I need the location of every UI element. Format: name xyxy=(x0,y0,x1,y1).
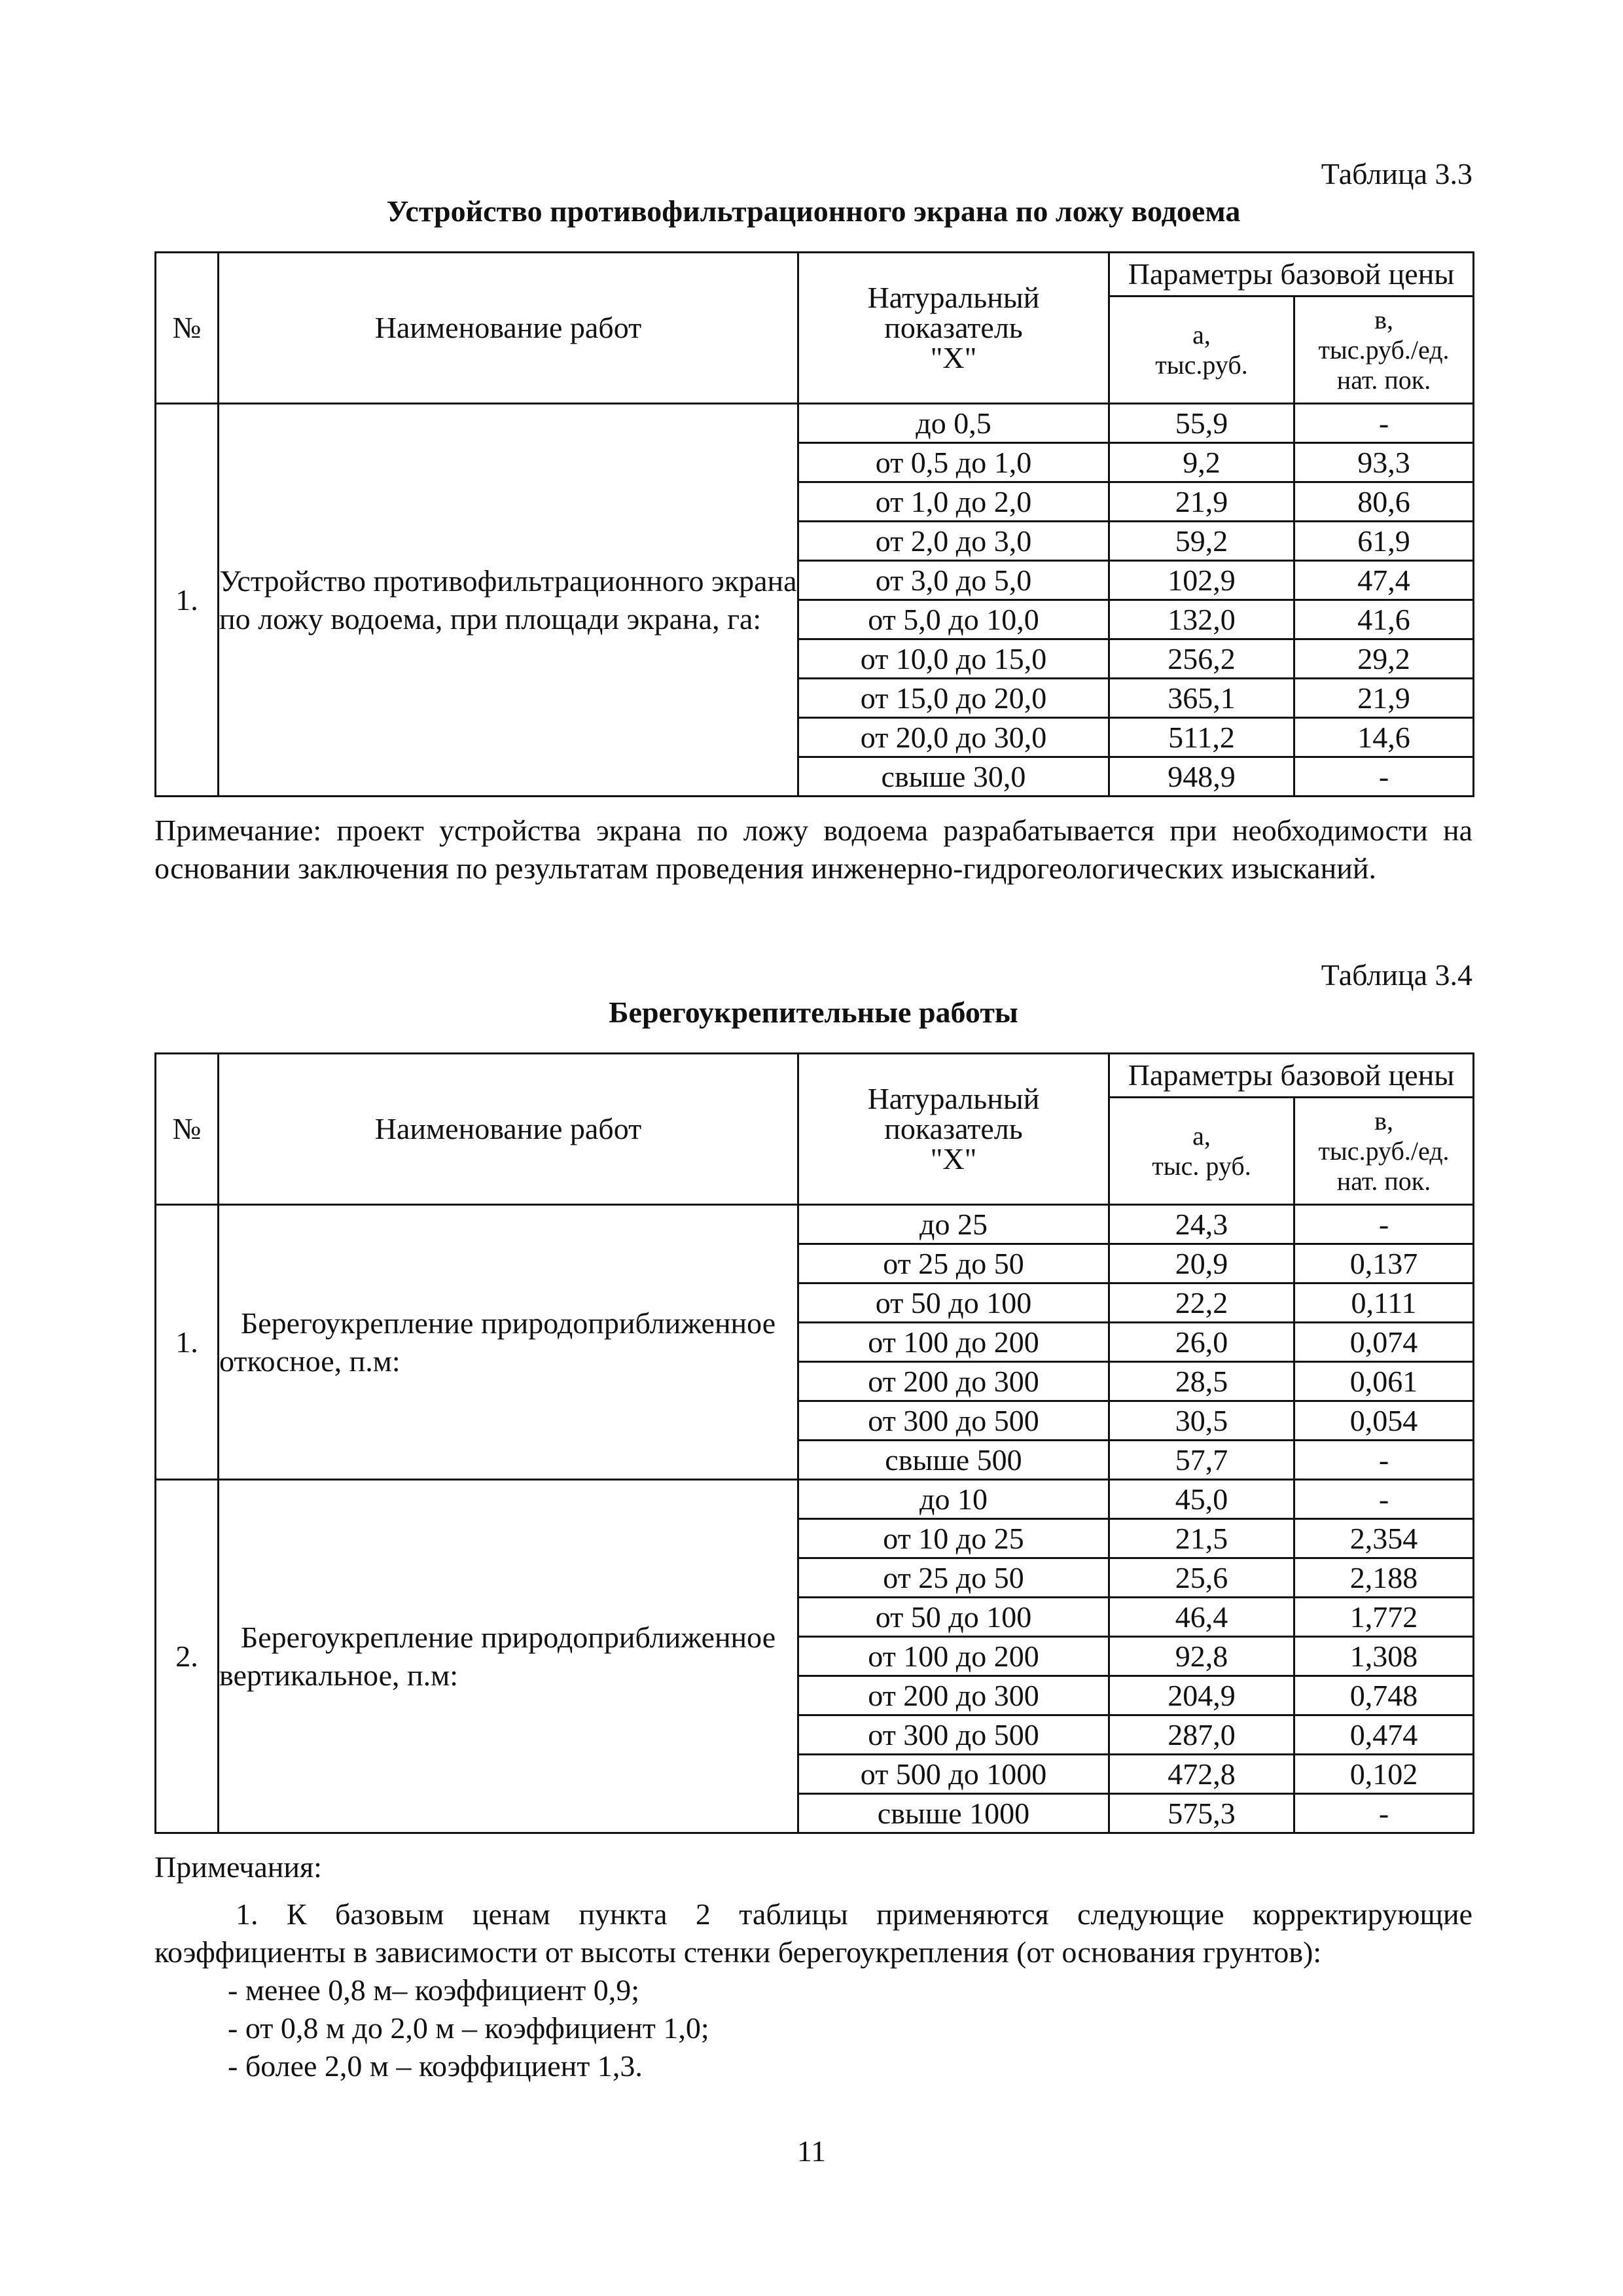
price-b-cell: - xyxy=(1294,1480,1474,1519)
price-b-cell: 0,061 xyxy=(1294,1362,1474,1401)
indicator-cell: от 3,0 до 5,0 xyxy=(798,561,1109,600)
price-a-cell: 511,2 xyxy=(1109,718,1294,757)
price-a-cell: 30,5 xyxy=(1109,1401,1294,1441)
coefficient-item: - более 2,0 м – коэффициент 1,3. xyxy=(228,2049,643,2083)
indicator-cell: от 10 до 25 xyxy=(798,1519,1109,1558)
header-number: № xyxy=(156,1054,219,1205)
indicator-cell: от 100 до 200 xyxy=(798,1637,1109,1676)
price-b-cell: 2,354 xyxy=(1294,1519,1474,1558)
price-b-cell: 0,074 xyxy=(1294,1323,1474,1362)
coefficient-item: - от 0,8 м до 2,0 м – коэффициент 1,0; xyxy=(228,2011,709,2045)
indicator-cell: от 1,0 до 2,0 xyxy=(798,482,1109,522)
table-row xyxy=(156,404,1474,443)
header-b: в, тыс.руб./ед. нат. пок. xyxy=(1294,1098,1474,1205)
table-3-3-section xyxy=(154,156,1472,888)
row-number: 2. xyxy=(156,1480,219,1833)
table-3-4-section xyxy=(154,957,1472,2085)
price-a-cell: 45,0 xyxy=(1109,1480,1294,1519)
price-a-cell: 575,3 xyxy=(1109,1794,1294,1833)
indicator-cell: от 25 до 50 xyxy=(798,1244,1109,1283)
indicator-cell: свыше 30,0 xyxy=(798,757,1109,797)
header-name: Наименование работ xyxy=(219,253,798,404)
price-b-cell: 0,474 xyxy=(1294,1715,1474,1755)
price-b-cell: - xyxy=(1294,1794,1474,1833)
price-b-cell: 1,308 xyxy=(1294,1637,1474,1676)
indicator-cell: от 5,0 до 10,0 xyxy=(798,600,1109,639)
price-b-cell: 61,9 xyxy=(1294,522,1474,561)
indicator-cell: от 200 до 300 xyxy=(798,1362,1109,1401)
price-a-cell: 287,0 xyxy=(1109,1715,1294,1755)
price-b-cell: 21,9 xyxy=(1294,679,1474,718)
notes-heading: Примечания: xyxy=(154,1850,322,1884)
price-a-cell: 948,9 xyxy=(1109,757,1294,797)
price-a-cell: 20,9 xyxy=(1109,1244,1294,1283)
coefficient-item: - менее 0,8 м– коэффициент 0,9; xyxy=(228,1973,640,2007)
indicator-cell: от 15,0 до 20,0 xyxy=(798,679,1109,718)
table-header-row xyxy=(156,1054,1474,1098)
price-a-cell: 57,7 xyxy=(1109,1441,1294,1480)
price-b-cell: 47,4 xyxy=(1294,561,1474,600)
price-a-cell: 55,9 xyxy=(1109,404,1294,443)
price-table xyxy=(154,1052,1474,1834)
price-a-cell: 102,9 xyxy=(1109,561,1294,600)
price-a-cell: 25,6 xyxy=(1109,1558,1294,1598)
header-b: в, тыс.руб./ед. нат. пок. xyxy=(1294,296,1474,404)
indicator-cell: от 2,0 до 3,0 xyxy=(798,522,1109,561)
price-a-cell: 24,3 xyxy=(1109,1205,1294,1244)
indicator-cell: от 20,0 до 30,0 xyxy=(798,718,1109,757)
table-label: Таблица 3.4 xyxy=(1321,958,1472,992)
indicator-cell: от 50 до 100 xyxy=(798,1283,1109,1323)
header-number: № xyxy=(156,253,219,404)
indicator-cell: от 0,5 до 1,0 xyxy=(798,443,1109,482)
note-1: 1. К базовым ценам пункта 2 таблицы применяются следующие корректирующие коэффициенты в зависимости от высоты стенки берегоукрепления (от основания грунтов): xyxy=(154,1897,1472,1969)
indicator-cell: от 50 до 100 xyxy=(798,1598,1109,1637)
header-indicator: Натуральный показатель "X" xyxy=(798,253,1109,404)
price-a-cell: 28,5 xyxy=(1109,1362,1294,1401)
indicator-cell: от 300 до 500 xyxy=(798,1401,1109,1441)
price-b-cell: - xyxy=(1294,404,1474,443)
price-a-cell: 204,9 xyxy=(1109,1676,1294,1715)
price-b-cell: 14,6 xyxy=(1294,718,1474,757)
price-b-cell: 41,6 xyxy=(1294,600,1474,639)
table-title: Устройство противофильтрационного экрана по ложу водоема xyxy=(386,194,1241,228)
table-header-row xyxy=(156,253,1474,296)
price-b-cell: 80,6 xyxy=(1294,482,1474,522)
indicator-cell: свыше 500 xyxy=(798,1441,1109,1480)
table-note: Примечание: проект устройства экрана по ложу водоема разрабатывается при необходимости на основании заключения по результатам проведения инженерно-гидрогеологических изысканий. xyxy=(154,814,1472,885)
header-a: а, тыс. руб. xyxy=(1109,1098,1294,1205)
price-b-cell: 0,054 xyxy=(1294,1401,1474,1441)
indicator-cell: до 10 xyxy=(798,1480,1109,1519)
row-number: 1. xyxy=(156,404,219,797)
price-a-cell: 59,2 xyxy=(1109,522,1294,561)
price-b-cell: 93,3 xyxy=(1294,443,1474,482)
price-b-cell: - xyxy=(1294,757,1474,797)
indicator-cell: до 0,5 xyxy=(798,404,1109,443)
price-b-cell: 0,102 xyxy=(1294,1755,1474,1794)
indicator-cell: от 300 до 500 xyxy=(798,1715,1109,1755)
page-number: 11 xyxy=(796,2134,827,2168)
price-b-cell: 1,772 xyxy=(1294,1598,1474,1637)
price-a-cell: 22,2 xyxy=(1109,1283,1294,1323)
table-title: Берегоукрепительные работы xyxy=(609,996,1018,1029)
price-a-cell: 92,8 xyxy=(1109,1637,1294,1676)
table-row xyxy=(156,1480,1474,1519)
price-a-cell: 46,4 xyxy=(1109,1598,1294,1637)
price-b-cell: - xyxy=(1294,1441,1474,1480)
price-b-cell: 2,188 xyxy=(1294,1558,1474,1598)
indicator-cell: от 200 до 300 xyxy=(798,1676,1109,1715)
price-a-cell: 132,0 xyxy=(1109,600,1294,639)
work-name: Берегоукрепление природоприближенное откосное, п.м: xyxy=(219,1205,798,1480)
price-table xyxy=(154,251,1474,797)
price-b-cell: 29,2 xyxy=(1294,639,1474,679)
indicator-cell: от 500 до 1000 xyxy=(798,1755,1109,1794)
price-a-cell: 21,9 xyxy=(1109,482,1294,522)
price-a-cell: 9,2 xyxy=(1109,443,1294,482)
header-a: а, тыс.руб. xyxy=(1109,296,1294,404)
indicator-cell: от 10,0 до 15,0 xyxy=(798,639,1109,679)
indicator-cell: свыше 1000 xyxy=(798,1794,1109,1833)
header-name: Наименование работ xyxy=(219,1054,798,1205)
price-b-cell: 0,748 xyxy=(1294,1676,1474,1715)
price-b-cell: 0,111 xyxy=(1294,1283,1474,1323)
table-label: Таблица 3.3 xyxy=(1321,157,1472,190)
table-row xyxy=(156,1205,1474,1244)
price-a-cell: 26,0 xyxy=(1109,1323,1294,1362)
price-b-cell: 0,137 xyxy=(1294,1244,1474,1283)
price-a-cell: 472,8 xyxy=(1109,1755,1294,1794)
indicator-cell: до 25 xyxy=(798,1205,1109,1244)
work-name: Устройство противофильтрационного экрана по ложу водоема, при площади экрана, га: xyxy=(219,404,798,797)
coefficient-list xyxy=(154,1971,1472,2085)
work-name: Берегоукрепление природоприближенное вертикальное, п.м: xyxy=(219,1480,798,1833)
price-a-cell: 365,1 xyxy=(1109,679,1294,718)
price-a-cell: 256,2 xyxy=(1109,639,1294,679)
indicator-cell: от 25 до 50 xyxy=(798,1558,1109,1598)
header-base-price-params: Параметры базовой цены xyxy=(1109,253,1474,296)
indicator-cell: от 100 до 200 xyxy=(798,1323,1109,1362)
header-base-price-params: Параметры базовой цены xyxy=(1109,1054,1474,1098)
price-a-cell: 21,5 xyxy=(1109,1519,1294,1558)
price-b-cell: - xyxy=(1294,1205,1474,1244)
row-number: 1. xyxy=(156,1205,219,1480)
header-indicator: Натуральный показатель "X" xyxy=(798,1054,1109,1205)
